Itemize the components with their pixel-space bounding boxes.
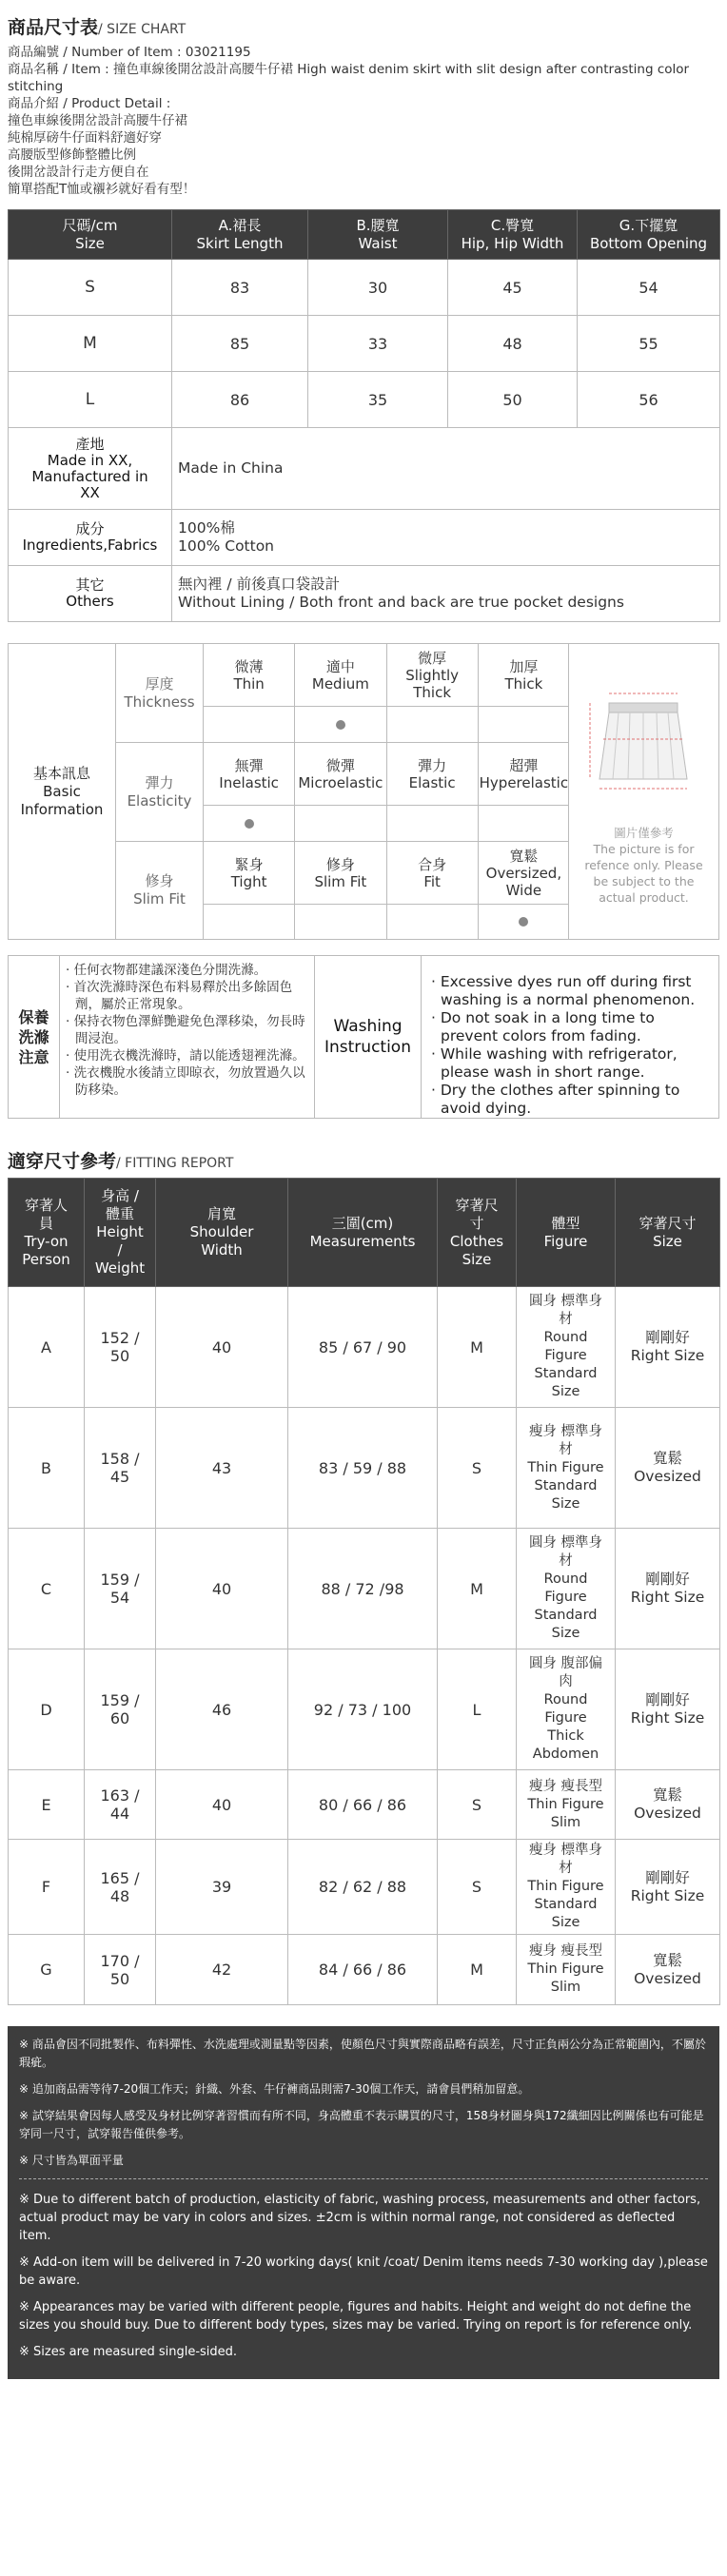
- list-item: · Do not soak in a long time to prevent colors from fading.: [431, 1009, 655, 1044]
- header-fit-size: 穿著尺寸 Size: [616, 1179, 720, 1287]
- cell-waist: 33: [308, 316, 448, 372]
- header-hip: C.臀寬 Hip, Hip Width: [448, 210, 578, 260]
- note-zh: ※ 試穿結果會因每人感受及身材比例穿著習慣而有所不同，身高體重不表示購買的尺寸，158身材圖身與172纖細因比例關係也有可能是穿同一尺寸，試穿報告僅供參考。: [19, 2109, 704, 2140]
- size-label: M: [9, 316, 172, 372]
- indicator-cell: [387, 806, 479, 841]
- ingredients-value: 100%棉 100% Cotton: [172, 510, 720, 566]
- origin-label: 產地 Made in XX, Manufactured in XX: [9, 428, 172, 510]
- header-measurements: 三圍(cm) Measurements: [288, 1179, 438, 1287]
- cell-height-weight: 158 / 45: [85, 1408, 156, 1529]
- table-row: [9, 260, 720, 316]
- list-item: · 任何衣物都建議深淺色分開洗滌。: [66, 963, 267, 978]
- cell-figure: 瘦身 標準身 材 Thin Figure Standard Size: [517, 1408, 616, 1529]
- elasticity-indicator: [204, 806, 569, 841]
- basic-info-label: 基本訊息 Basic Information: [9, 644, 116, 939]
- note-en: ※ Appearances may be varied with different people, figures and habits. Height and weight do not define the sizes you should buy. Due to different body types, sizes may be varied. Trying on report is for reference only.: [19, 2300, 693, 2332]
- others-label: 其它 Others: [9, 566, 172, 622]
- divider: [19, 2178, 708, 2179]
- cell-person: E: [9, 1770, 85, 1840]
- intro-line: 後開岔設計行走方便自在: [8, 165, 149, 180]
- cell-shoulder: 46: [156, 1649, 288, 1770]
- fitting-table-body: [9, 1287, 720, 2005]
- cell-skirt-length: 85: [172, 316, 308, 372]
- option-oversized: 寬鬆 Oversized, Wide: [485, 847, 562, 899]
- cell-figure: 圓身 標準身 材 Round Figure Standard Size: [517, 1529, 616, 1649]
- cell-measurements: 92 / 73 / 100: [288, 1649, 438, 1770]
- table-row: [9, 1840, 720, 1935]
- cell-fit-size: 寬鬆 Ovesized: [616, 1935, 720, 2005]
- page: [8, 0, 719, 2379]
- cell-figure: 瘦身 瘦長型 Thin Figure Slim: [517, 1935, 616, 2005]
- table-row: [9, 1287, 720, 1408]
- table-row: [9, 1770, 720, 1840]
- option-microelastic: 微彈 Microelastic: [295, 743, 386, 805]
- elasticity-row: [116, 743, 569, 842]
- size-table-header: [9, 210, 720, 260]
- table-row: [9, 316, 720, 372]
- washing-label-zh: 保養 洗滌 注意: [9, 956, 60, 1118]
- cell-figure: 瘦身 標準身 材 Thin Figure Standard Size: [517, 1840, 616, 1935]
- cell-person: D: [9, 1649, 85, 1770]
- origin-row: [9, 428, 720, 510]
- option-elastic: 彈力 Elastic: [387, 743, 479, 805]
- table-row: [9, 372, 720, 428]
- thickness-label: 厚度 Thickness: [116, 644, 204, 742]
- size-chart-header: [8, 0, 719, 40]
- table-row: [9, 1935, 720, 2005]
- option-thin: 微薄 Thin: [204, 644, 295, 706]
- cell-fit-size: 剛剛好 Right Size: [616, 1840, 720, 1935]
- indicator-cell: [387, 905, 479, 939]
- fitting-report-subtitle: / FITTING REPORT: [116, 1156, 234, 1171]
- table-row: [9, 1408, 720, 1529]
- picture-caption: 圖片僅參考 The picture is for refence only. Please be subject to the actual product.: [584, 826, 703, 905]
- washing-list-zh: [60, 956, 315, 1118]
- cell-shoulder: 40: [156, 1287, 288, 1408]
- option-inelastic: 無彈 Inelastic: [204, 743, 295, 805]
- cell-clothes-size: L: [438, 1649, 517, 1770]
- cell-clothes-size: S: [438, 1840, 517, 1935]
- cell-person: B: [9, 1408, 85, 1529]
- table-row: [9, 1649, 720, 1770]
- selected-dot-icon: [519, 917, 528, 927]
- cell-bottom-opening: 56: [578, 372, 720, 428]
- washing-title: Washing Instruction: [315, 956, 422, 1118]
- cell-clothes-size: M: [438, 1935, 517, 2005]
- cell-height-weight: 163 / 44: [85, 1770, 156, 1840]
- cell-height-weight: 159 / 60: [85, 1649, 156, 1770]
- cell-shoulder: 42: [156, 1935, 288, 2005]
- list-item: · Dry the clothes after spinning to avoid dying.: [431, 1082, 680, 1117]
- others-row: [9, 566, 720, 622]
- cell-shoulder: 43: [156, 1408, 288, 1529]
- list-item: · 保持衣物色澤鮮艷避免色澤移染，勿長時間浸泡。: [66, 1014, 305, 1046]
- cell-figure: 瘦身 瘦長型 Thin Figure Slim: [517, 1770, 616, 1840]
- fit-label: 修身 Slim Fit: [116, 842, 204, 939]
- indicator-cell: [295, 905, 386, 939]
- cell-bottom-opening: 55: [578, 316, 720, 372]
- header-skirt-length: A.裙長 Skirt Length: [172, 210, 308, 260]
- cell-clothes-size: S: [438, 1408, 517, 1529]
- indicator-cell: [295, 707, 386, 742]
- option-slightly-thick: 微厚 Slightly Thick: [387, 644, 479, 706]
- indicator-cell: [204, 707, 295, 742]
- indicator-cell: [204, 806, 295, 841]
- header-height-weight: 身高 / 體重 Height / Weight: [85, 1179, 156, 1287]
- intro-line: 撞色車線後開岔設計高腰牛仔裙: [8, 113, 187, 128]
- ingredients-label: 成分 Ingredients,Fabrics: [9, 510, 172, 566]
- cell-height-weight: 159 / 54: [85, 1529, 156, 1649]
- note-zh: ※ 商品會因不同批製作、布料彈性、水洗處理或測量點等因素，使顏色尺寸與實際商品略有誤差，尺寸正負兩公分為正常範圍內，不屬於瑕疵。: [19, 2038, 706, 2069]
- option-medium: 適中 Medium: [295, 644, 386, 706]
- option-fit: 合身 Fit: [387, 842, 479, 904]
- fit-indicator: [204, 905, 569, 939]
- cell-fit-size: 剛剛好 Right Size: [616, 1529, 720, 1649]
- header-person: 穿著人 員 Try-on Person: [9, 1179, 85, 1287]
- option-thick: 加厚 Thick: [504, 657, 543, 693]
- washing-instruction: [8, 955, 719, 1119]
- header-clothes-size: 穿著尺 寸 Clothes Size: [438, 1179, 517, 1287]
- cell-clothes-size: M: [438, 1287, 517, 1408]
- cell-shoulder: 40: [156, 1529, 288, 1649]
- fitting-table: [8, 1178, 720, 2005]
- intro-line: 商品名稱 / Item : 撞色車線後開岔設計高腰牛仔裙 High waist denim skirt with slit design after contrasting color stitching: [8, 62, 690, 94]
- selected-dot-icon: [336, 720, 345, 730]
- fitting-report-header: [8, 1147, 719, 1176]
- cell-height-weight: 165 / 48: [85, 1840, 156, 1935]
- skirt-diagram: [568, 644, 718, 939]
- cell-person: G: [9, 1935, 85, 2005]
- cell-bottom-opening: 54: [578, 260, 720, 316]
- origin-value: Made in China: [172, 428, 720, 510]
- notes-panel: [8, 2026, 719, 2379]
- selected-dot-icon: [245, 819, 254, 829]
- list-item: · While washing with refrigerator, please wash in short range.: [431, 1045, 678, 1081]
- intro-line: 商品編號 / Number of Item : 03021195: [8, 45, 251, 60]
- option-hyperelastic: 超彈 Hyperelastic: [479, 756, 569, 791]
- header-figure: 體型 Figure: [517, 1179, 616, 1287]
- cell-clothes-size: S: [438, 1770, 517, 1840]
- option-slim-fit: 修身 Slim Fit: [295, 842, 386, 904]
- cell-measurements: 83 / 59 / 88: [288, 1408, 438, 1529]
- product-intro: [8, 44, 719, 198]
- cell-figure: 圓身 標準身 材 Round Figure Standard Size: [517, 1287, 616, 1408]
- indicator-cell: [479, 707, 569, 742]
- washing-list-en: [422, 956, 718, 1118]
- fit-row: [116, 842, 569, 939]
- cell-measurements: 80 / 66 / 86: [288, 1770, 438, 1840]
- cell-height-weight: 170 / 50: [85, 1935, 156, 2005]
- indicator-cell: [387, 707, 479, 742]
- header-size: 尺碼/cm Size: [9, 210, 172, 260]
- cell-person: A: [9, 1287, 85, 1408]
- note-en: ※ Due to different batch of production, elasticity of fabric, washing process, measurements and other factors, actual product may be vary in colors and sizes. ±2cm is within normal range, not considered as deflected item.: [19, 2193, 701, 2243]
- header-waist: B.腰寬 Waist: [308, 210, 448, 260]
- cell-height-weight: 152 / 50: [85, 1287, 156, 1408]
- cell-clothes-size: M: [438, 1529, 517, 1649]
- header-bottom-opening: G.下擺寬 Bottom Opening: [578, 210, 720, 260]
- intro-line: 簡單搭配T恤或襯衫就好看有型！: [8, 182, 196, 197]
- size-label: S: [9, 260, 172, 316]
- cell-measurements: 85 / 67 / 90: [288, 1287, 438, 1408]
- header-shoulder: 肩寬 Shoulder Width: [156, 1179, 288, 1287]
- list-item: · Excessive dyes run off during first washing is a normal phenomenon.: [431, 973, 696, 1008]
- list-item: · 首次洗滌時深色布料易釋於出多餘固色劑，屬於正常現象。: [66, 980, 293, 1012]
- cell-measurements: 88 / 72 /98: [288, 1529, 438, 1649]
- cell-skirt-length: 83: [172, 260, 308, 316]
- cell-shoulder: 39: [156, 1840, 288, 1935]
- table-row: [9, 1529, 720, 1649]
- cell-figure: 圓身 腹部偏 肉 Round Figure Thick Abdomen: [517, 1649, 616, 1770]
- cell-fit-size: 剛剛好 Right Size: [616, 1649, 720, 1770]
- size-chart-title: 商品尺寸表: [8, 17, 99, 38]
- cell-measurements: 82 / 62 / 88: [288, 1840, 438, 1935]
- cell-fit-size: 寬鬆 Ovesized: [616, 1408, 720, 1529]
- note-en: ※ Sizes are measured single-sided.: [19, 2345, 238, 2359]
- cell-measurements: 84 / 66 / 86: [288, 1935, 438, 2005]
- fitting-report-title: 適穿尺寸參考: [8, 1151, 117, 1172]
- elasticity-label: 彈力 Elasticity: [116, 743, 204, 841]
- list-item: · 洗衣機脫水後請立即晾衣，勿放置過久以防移染。: [66, 1065, 305, 1098]
- intro-line: 純棉厚磅牛仔面料舒適好穿: [8, 130, 162, 146]
- cell-person: C: [9, 1529, 85, 1649]
- indicator-cell: [479, 905, 569, 939]
- others-value: 無內裡 / 前後真口袋設計 Without Lining / Both front and back are true pocket designs: [172, 566, 720, 622]
- note-zh: ※ 尺寸皆為單面平量: [19, 2154, 124, 2167]
- cell-skirt-length: 86: [172, 372, 308, 428]
- list-item: · 使用洗衣機洗滌時，請以能透翅裡洗滌。: [66, 1048, 305, 1064]
- intro-line: 商品介紹 / Product Detail :: [8, 96, 171, 111]
- size-table: [8, 209, 720, 622]
- note-en: ※ Add-on item will be delivered in 7-20 working days( knit /coat/ Denim items needs 7-30 working day ),please be aware.: [19, 2255, 708, 2288]
- size-label: L: [9, 372, 172, 428]
- cell-person: F: [9, 1840, 85, 1935]
- cell-hip: 50: [448, 372, 578, 428]
- cell-waist: 30: [308, 260, 448, 316]
- basic-info: [8, 643, 719, 940]
- cell-fit-size: 寬鬆 Ovesized: [616, 1770, 720, 1840]
- size-chart-subtitle: / SIZE CHART: [98, 22, 187, 37]
- cell-fit-size: 剛剛好 Right Size: [616, 1287, 720, 1408]
- note-zh: ※ 追加商品需等待7-20個工作天；針織、外套、牛仔褲商品則需7-30個工作天，請會員們稍加留意。: [19, 2082, 530, 2096]
- indicator-cell: [204, 905, 295, 939]
- skirt-illustration-icon: [569, 644, 717, 825]
- cell-hip: 45: [448, 260, 578, 316]
- intro-line: 高腰版型修飾整體比例: [8, 147, 136, 163]
- ingredients-row: [9, 510, 720, 566]
- indicator-cell: [295, 806, 386, 841]
- thickness-indicator: [204, 707, 569, 742]
- thickness-row: [116, 644, 569, 743]
- cell-hip: 48: [448, 316, 578, 372]
- indicator-cell: [479, 806, 569, 841]
- option-tight: 緊身 Tight: [204, 842, 295, 904]
- cell-waist: 35: [308, 372, 448, 428]
- fitting-table-header: [9, 1179, 720, 1287]
- cell-shoulder: 40: [156, 1770, 288, 1840]
